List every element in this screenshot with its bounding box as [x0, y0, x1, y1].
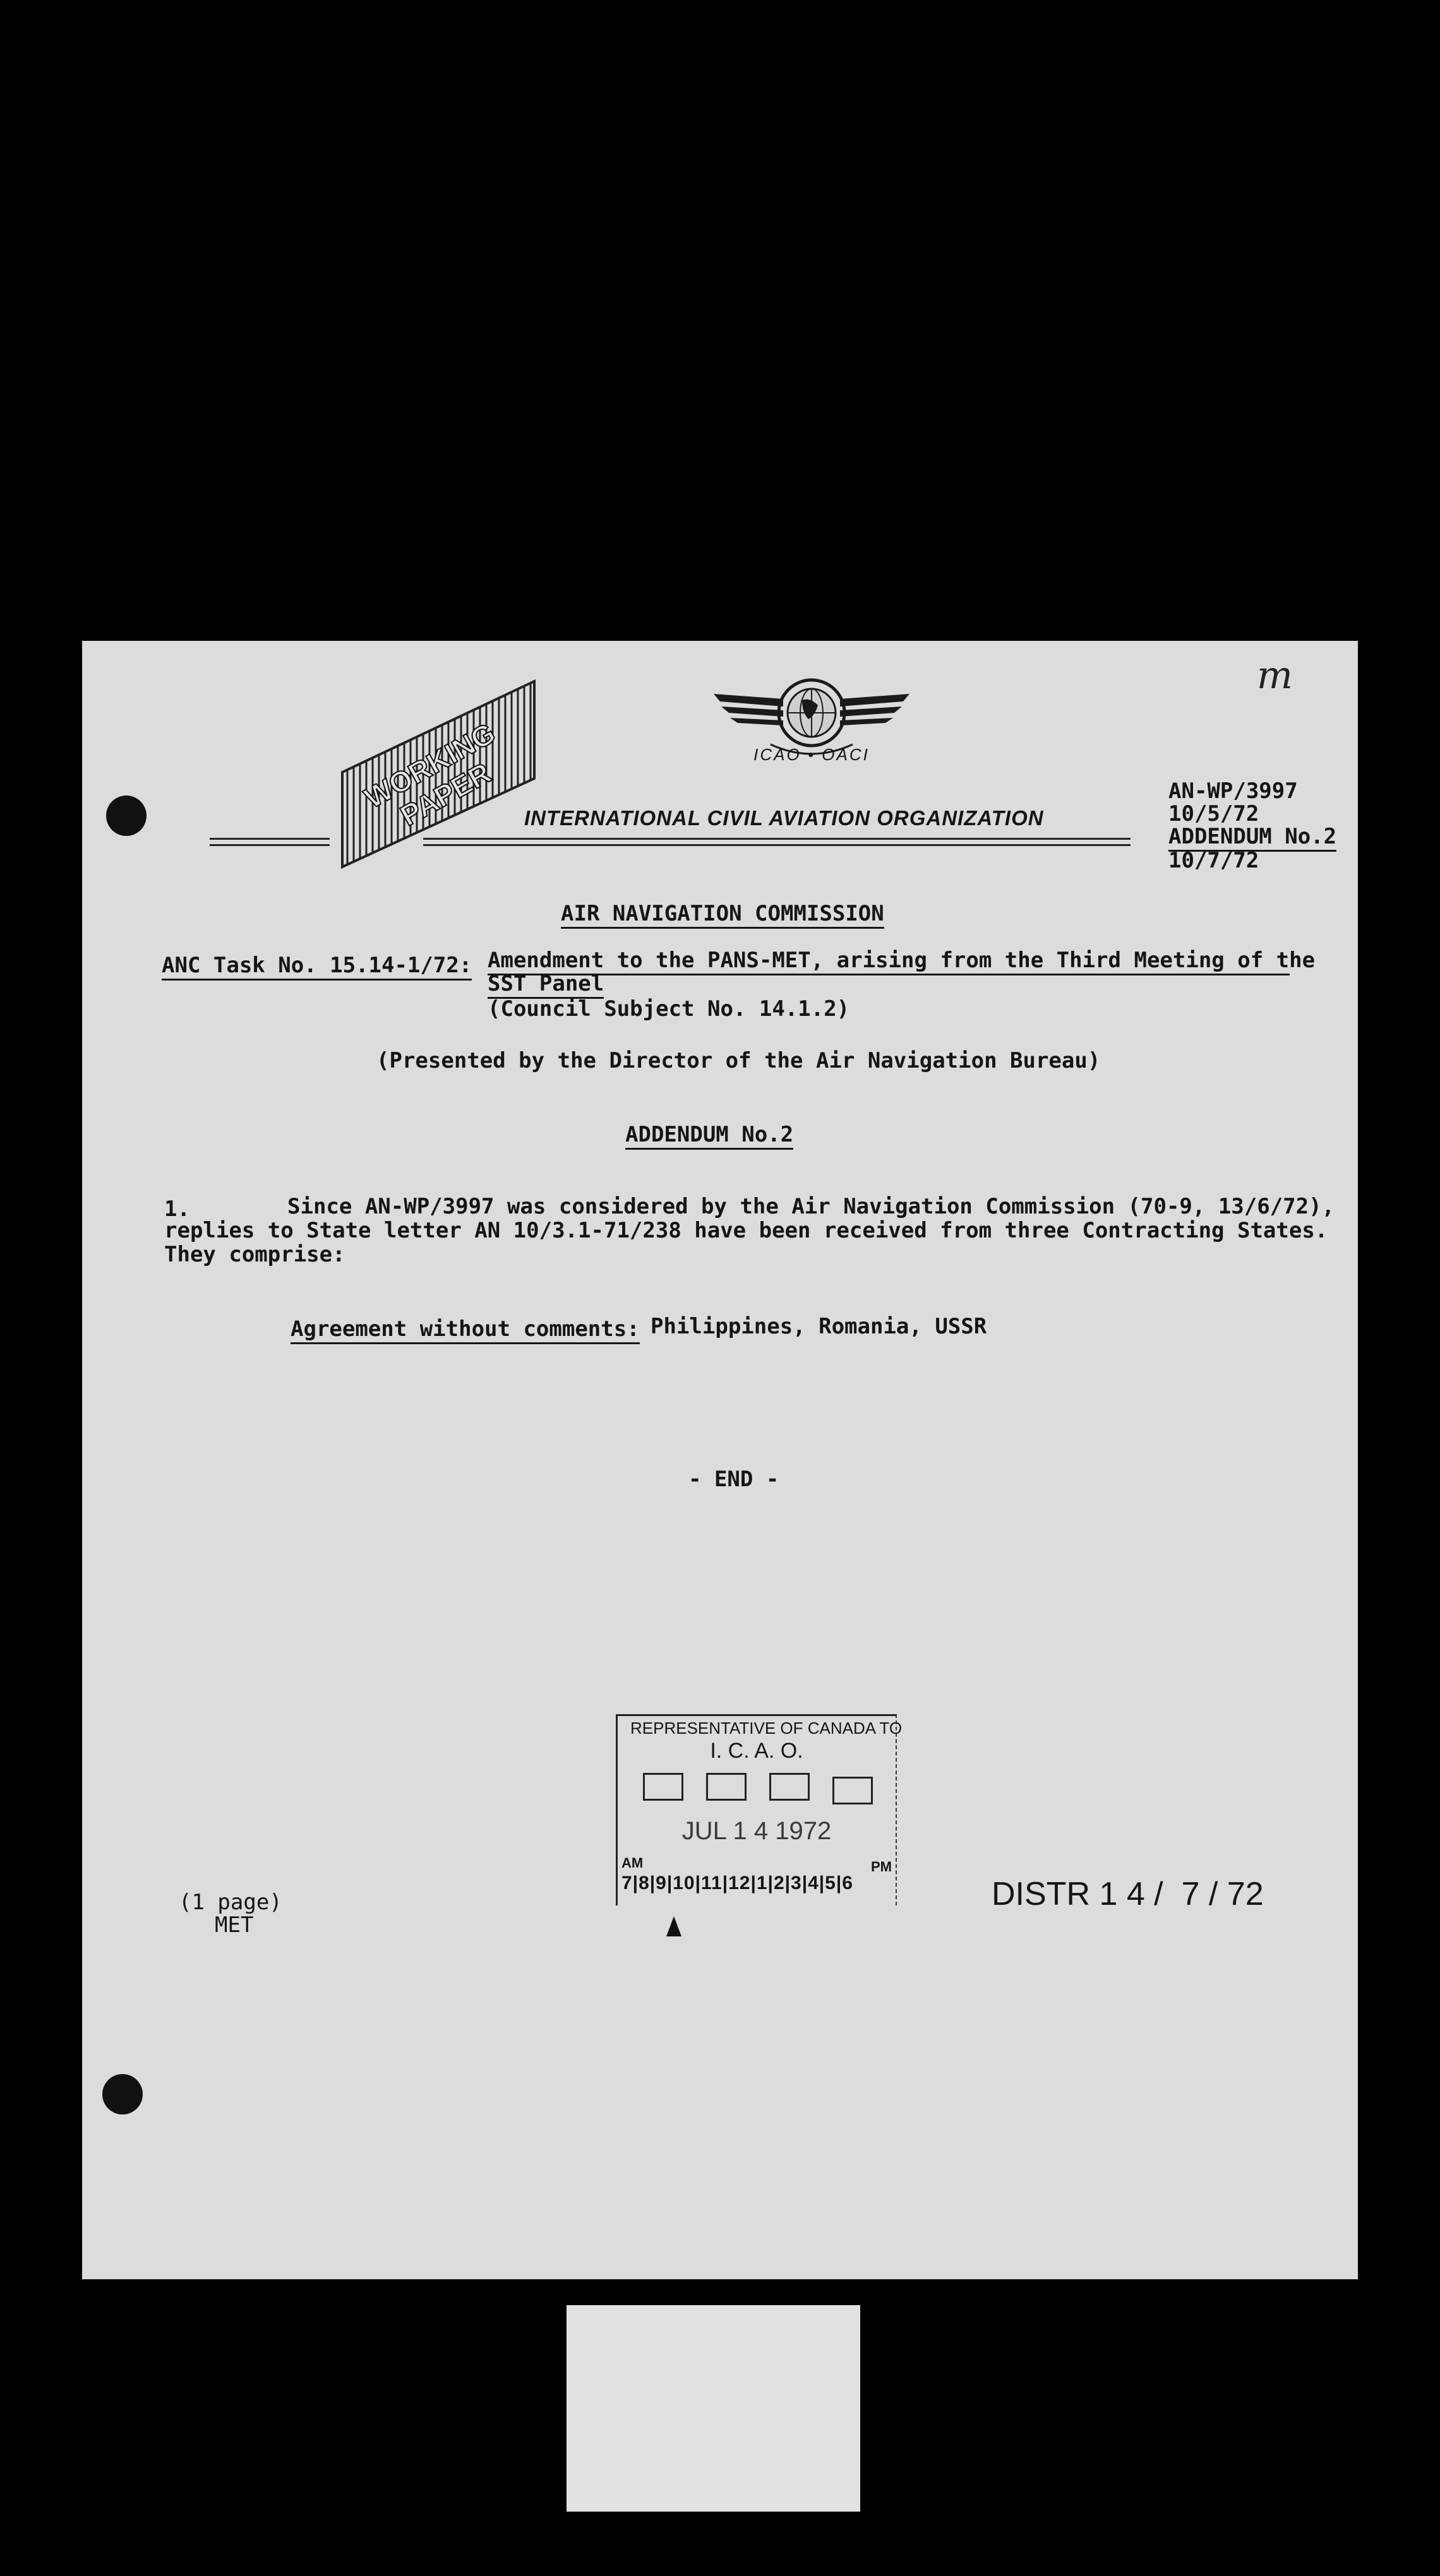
presented-by: (Presented by the Director of the Air Navigation Bureau): [376, 1048, 1101, 1073]
para1-line3: They comprise:: [164, 1242, 345, 1267]
punch-hole-bottom: [102, 2074, 143, 2114]
council-subject: (Council Subject No. 14.1.2): [488, 996, 850, 1022]
stamp-box: [643, 1773, 683, 1801]
addendum-heading: ADDENDUM No.2: [625, 1122, 793, 1150]
addendum-date: 10/7/72: [1168, 848, 1259, 873]
stamp-date: JUL 1 4 1972: [681, 1817, 832, 1845]
para1-line2: replies to State letter AN 10/3.1-71/238 have been received from three Contracting States.: [164, 1218, 1328, 1243]
stamp-box: [832, 1777, 873, 1804]
stamp-box: [769, 1773, 810, 1801]
handwritten-mark: m: [1257, 653, 1293, 698]
doc-date: 10/5/72: [1168, 801, 1259, 826]
icao-logo-icon: [707, 669, 916, 792]
addendum-ref: ADDENDUM No.2: [1168, 824, 1336, 852]
agreement-states: Philippines, Romania, USSR: [651, 1314, 987, 1339]
end-marker: - END -: [688, 1467, 779, 1492]
stamp-pm: PM: [871, 1859, 892, 1875]
received-stamp: [616, 1714, 903, 1905]
blank-slip: [567, 2305, 860, 2512]
logo-text: ICAO • OACI: [753, 745, 870, 764]
task-subject-line1: Amendment to the PANS-MET, arising from the Third Meeting of the: [488, 948, 1290, 975]
header-rule: [210, 838, 330, 840]
stamp-am: AM: [621, 1855, 644, 1871]
distribution: DISTR 1 4 / 7 / 72: [992, 1876, 1264, 1912]
para1-line1: Since AN-WP/3997 was considered by the Air Navigation Commission (70-9, 13/6/72),: [287, 1194, 1335, 1219]
document-page: [82, 641, 1358, 2279]
agreement-label: Agreement without comments:: [291, 1316, 640, 1344]
doc-number: AN-WP/3997: [1168, 778, 1298, 804]
task-subject-line2: SST Panel: [488, 971, 604, 999]
stamp-pointer-icon: [664, 1915, 683, 1940]
punch-hole-top: [106, 796, 147, 836]
commission-heading: AIR NAVIGATION COMMISSION: [561, 901, 884, 929]
working-paper-stamp: WORKING PAPER: [340, 677, 537, 870]
stamp-line2: I. C. A. O.: [710, 1739, 803, 1763]
organization-name: INTERNATIONAL CIVIL AVIATION ORGANIZATION: [524, 806, 1044, 830]
header-rule: [210, 844, 330, 846]
para1-number: 1.: [164, 1196, 190, 1222]
stamp-line1: REPRESENTATIVE OF CANADA TO: [630, 1719, 903, 1738]
category: MET: [215, 1912, 254, 1938]
header-rule: [423, 844, 1131, 846]
stamp-box: [706, 1773, 747, 1801]
stamp-hours: 7|8|9|10|11|12|1|2|3|4|5|6: [621, 1873, 853, 1893]
task-label: ANC Task No. 15.14-1/72:: [162, 953, 472, 981]
page-count: (1 page): [179, 1890, 282, 1915]
header-rule: [423, 838, 1131, 840]
